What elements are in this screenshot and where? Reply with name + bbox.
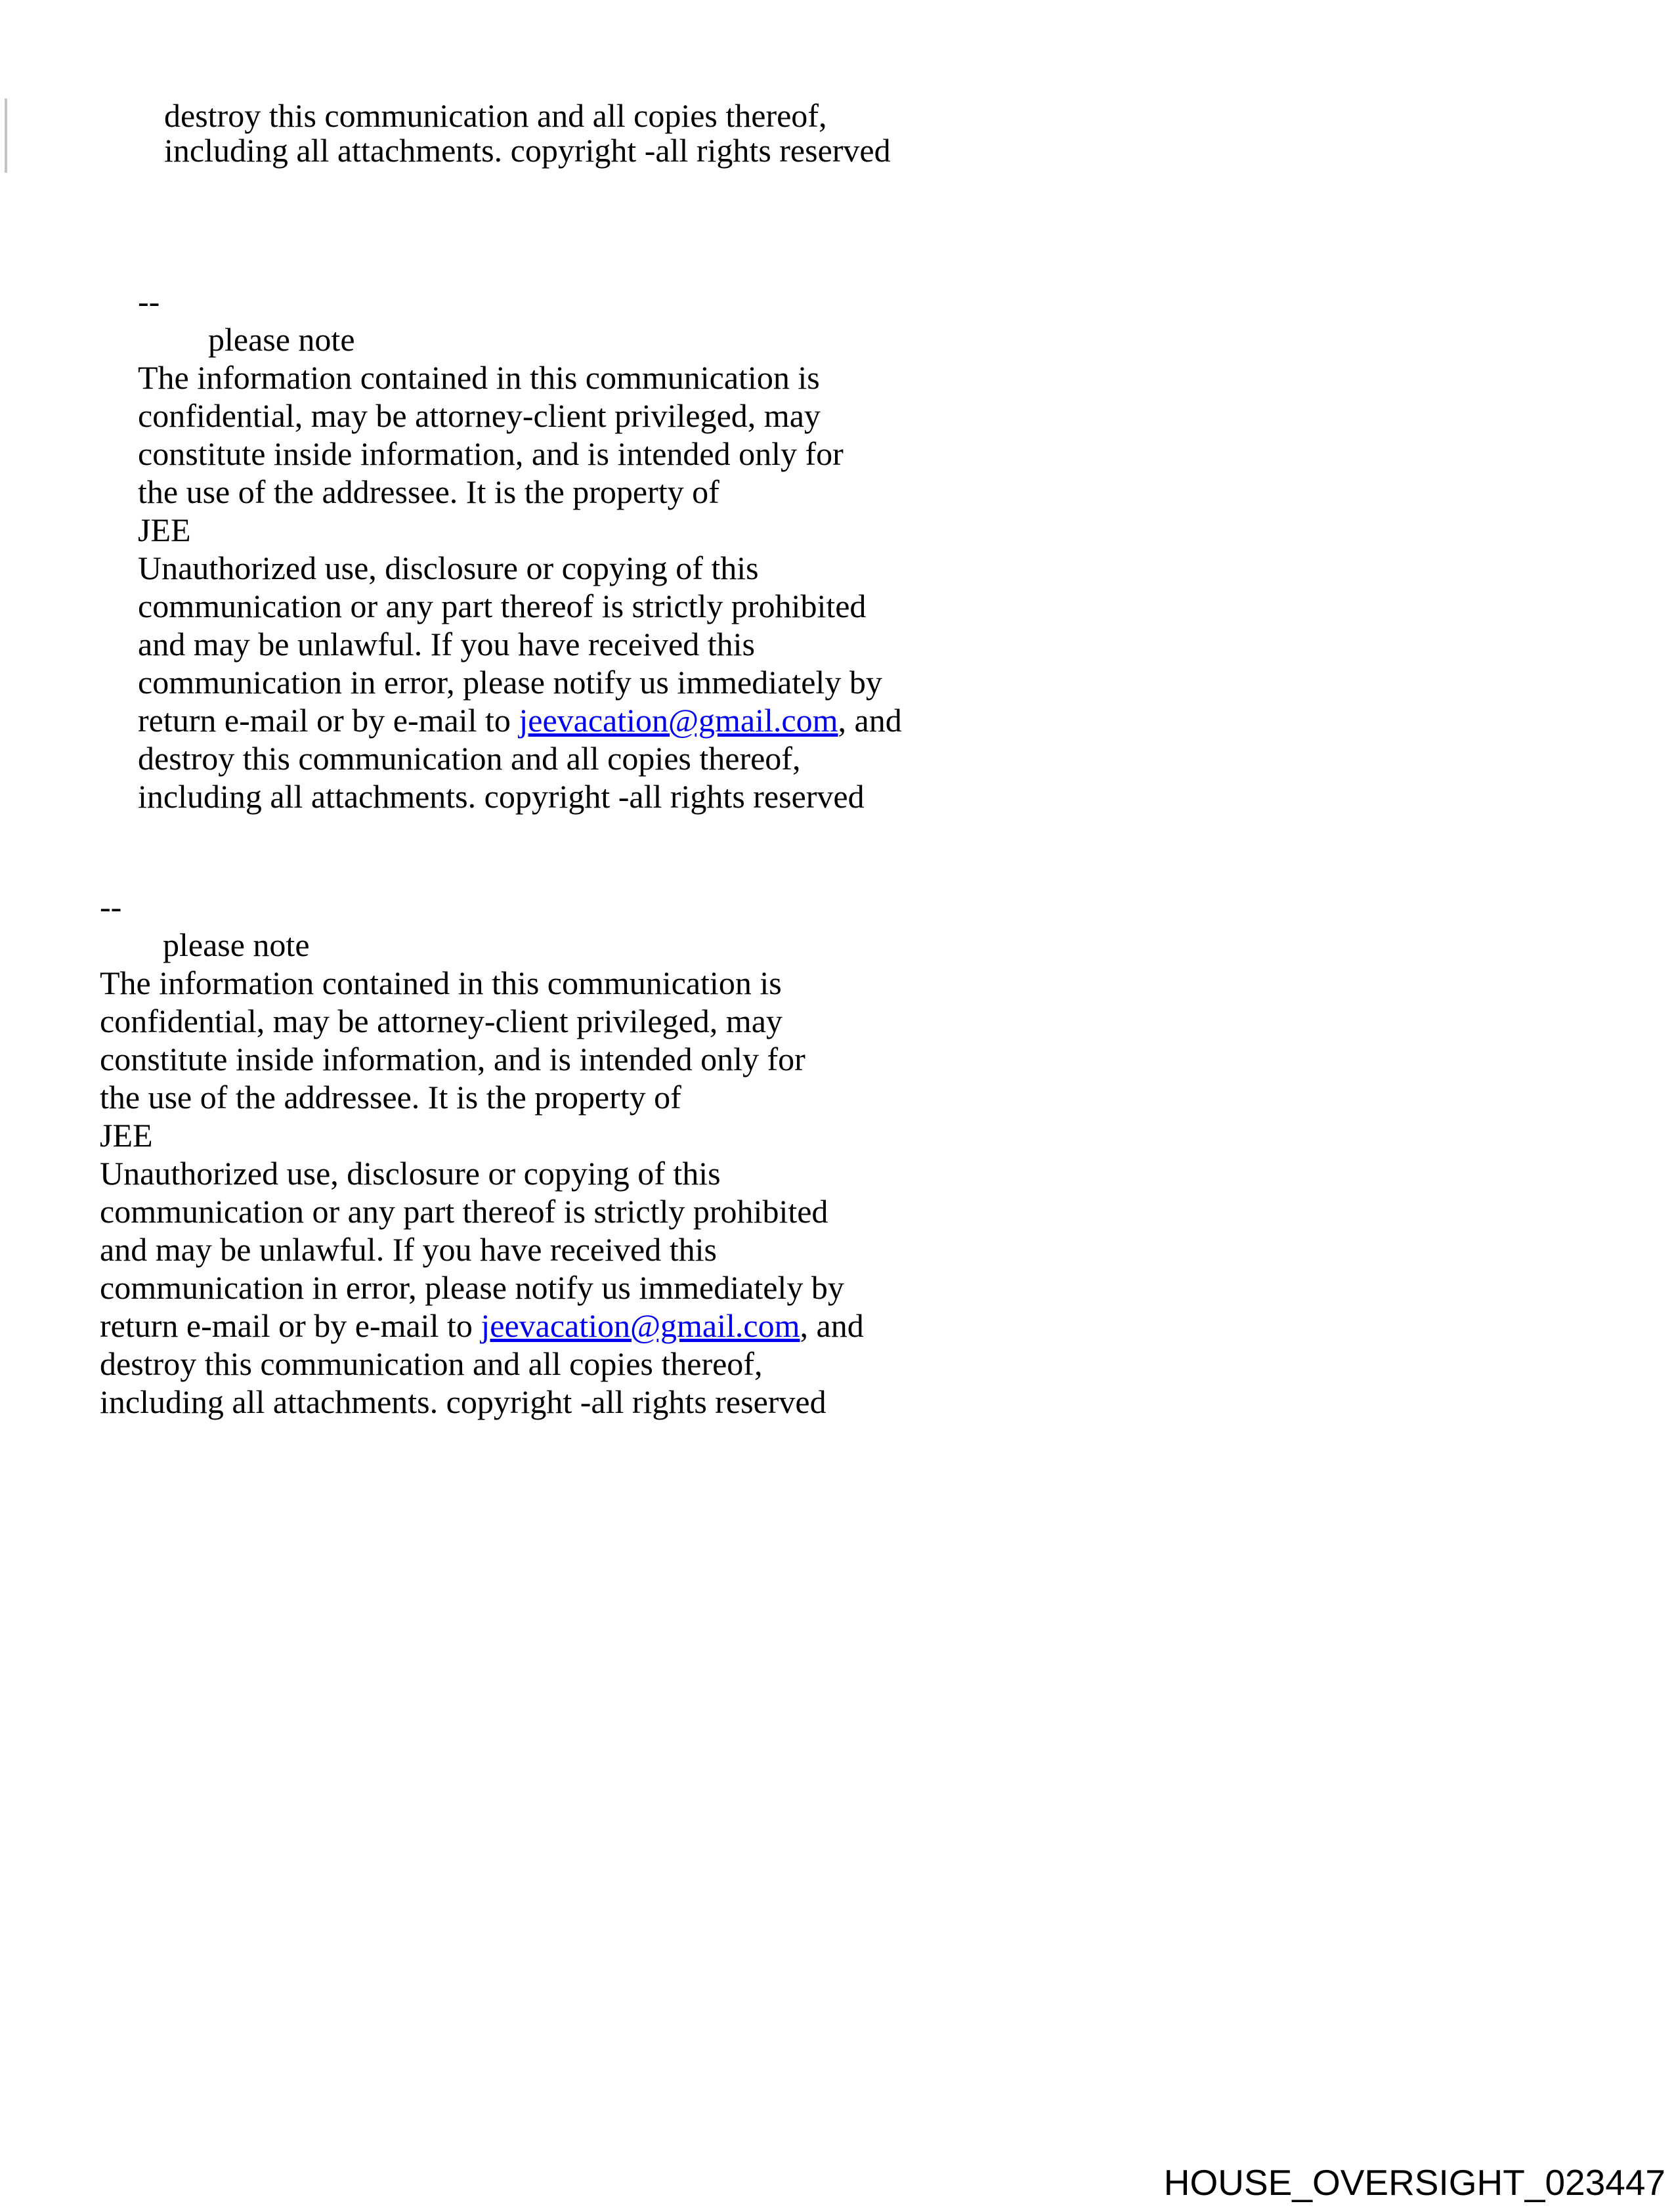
disclaimer-line: JEE bbox=[100, 1117, 153, 1154]
disclaimer-line: confidential, may be attorney-client privileged, may bbox=[100, 1003, 783, 1039]
disclaimer-line: communication in error, please notify us immediately by bbox=[100, 1269, 844, 1306]
disclaimer-line: The information contained in this communication is bbox=[138, 359, 820, 396]
disclaimer-line: communication in error, please notify us immediately by bbox=[138, 664, 882, 701]
disclaimer-line: the use of the addressee. It is the property of bbox=[100, 1079, 681, 1116]
scan-artifact-bar bbox=[5, 98, 7, 173]
disclaimer-line: including all attachments. copyright -all rights reserved bbox=[100, 1383, 826, 1420]
bates-stamp: HOUSE_OVERSIGHT_023447 bbox=[1163, 2162, 1665, 2203]
disclaimer-line: destroy this communication and all copies thereof, bbox=[138, 740, 801, 777]
disclaimer-line: constitute inside information, and is intended only for bbox=[100, 1041, 805, 1077]
truncated-disclaimer-fragment bbox=[164, 98, 891, 168]
email-link[interactable]: jeevacation@gmail.com bbox=[481, 1307, 800, 1344]
email-link[interactable]: jeevacation@gmail.com bbox=[519, 702, 838, 739]
disclaimer-line: Unauthorized use, disclosure or copying of this bbox=[138, 550, 759, 586]
disclaimer-line: communication or any part thereof is strictly prohibited bbox=[100, 1193, 828, 1230]
link-line-prefix: return e-mail or by e-mail to bbox=[138, 702, 519, 739]
disclaimer-line: Unauthorized use, disclosure or copying of this bbox=[100, 1155, 721, 1192]
signature-separator: -- bbox=[100, 888, 122, 925]
text-line: including all attachments. copyright -all rights reserved bbox=[164, 132, 891, 169]
disclaimer-block-2 bbox=[100, 888, 864, 1421]
please-note-label: please note bbox=[208, 321, 355, 358]
disclaimer-link-line bbox=[100, 1307, 864, 1345]
disclaimer-line: including all attachments. copyright -all rights reserved bbox=[138, 778, 865, 815]
disclaimer-line: The information contained in this communication is bbox=[100, 965, 782, 1001]
disclaimer-line: confidential, may be attorney-client privileged, may bbox=[138, 397, 821, 434]
disclaimer-line: constitute inside information, and is intended only for bbox=[138, 435, 844, 472]
link-line-prefix: return e-mail or by e-mail to bbox=[100, 1307, 481, 1344]
link-line-suffix: , and bbox=[800, 1307, 864, 1344]
disclaimer-link-line bbox=[138, 701, 902, 739]
disclaimer-line: and may be unlawful. If you have received this bbox=[138, 626, 755, 662]
signature-separator: -- bbox=[138, 283, 160, 320]
disclaimer-line: destroy this communication and all copies thereof, bbox=[100, 1345, 763, 1382]
disclaimer-line: JEE bbox=[138, 511, 191, 548]
text-line: destroy this communication and all copies thereof, bbox=[164, 97, 827, 134]
link-line-suffix: , and bbox=[838, 702, 902, 739]
disclaimer-line: communication or any part thereof is strictly prohibited bbox=[138, 588, 867, 624]
disclaimer-line: and may be unlawful. If you have received this bbox=[100, 1231, 717, 1268]
please-note-label: please note bbox=[163, 926, 310, 963]
disclaimer-line: the use of the addressee. It is the property of bbox=[138, 473, 719, 510]
disclaimer-block-1 bbox=[138, 282, 902, 815]
